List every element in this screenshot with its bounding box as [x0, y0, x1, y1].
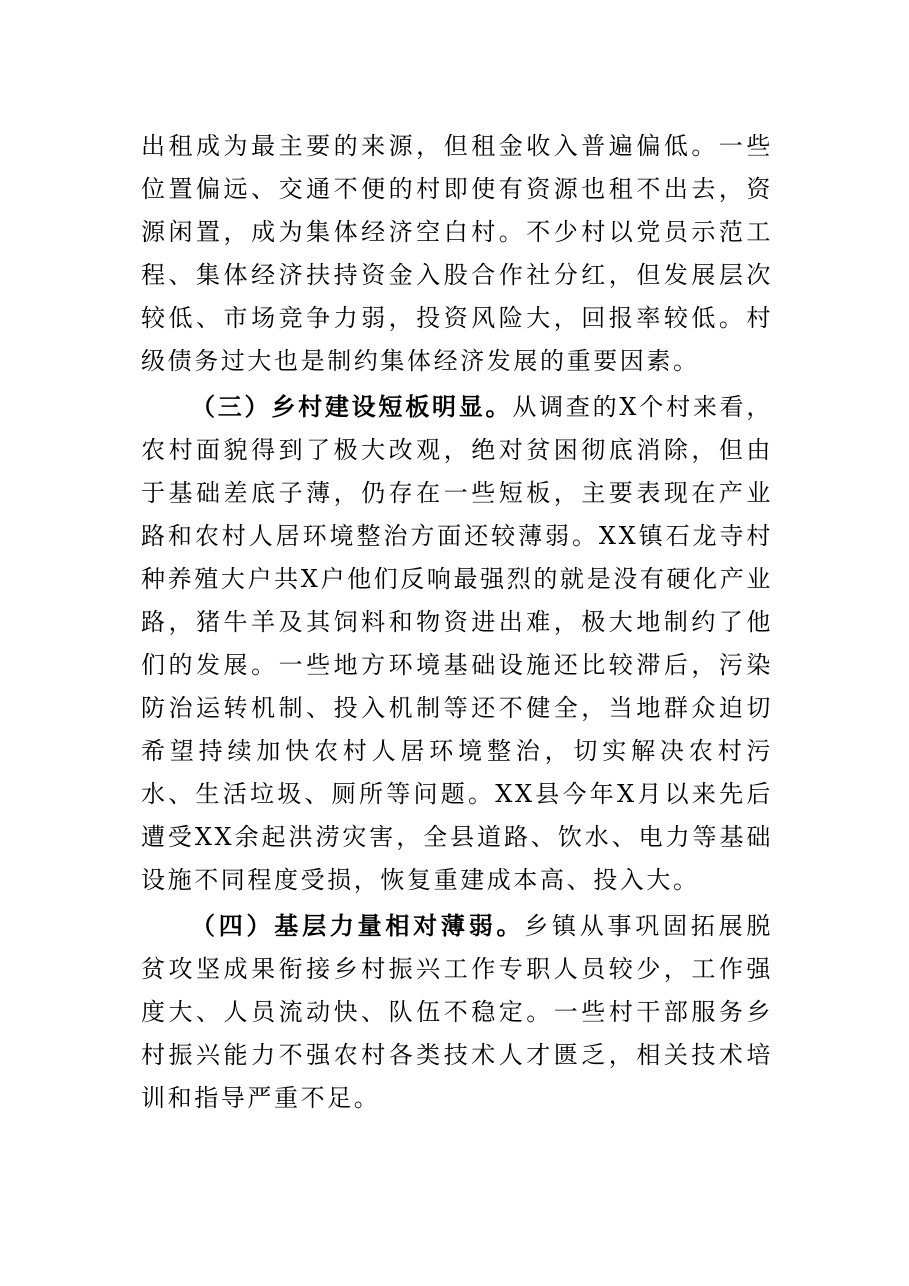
section-heading-4: （四）基层力量相对薄弱。	[191, 911, 525, 940]
section-heading-3: （三）乡村建设短板明显。	[191, 392, 513, 421]
paragraph-grassroots-strength	[141, 904, 773, 1120]
paragraph-text: 从调查的X个村来看，农村面貌得到了极大改观，绝对贫困彻底消除，但由于基础差底子薄，仍存在一些短板，主要表现在产业路和农村人居环境整治方面还较薄弱。XX镇石龙寺村种养殖大户共X户他们反响最强烈的就是没有硬化产业路，猪牛羊及其饲料和物资进出难，极大地制约了他们的发展。一些地方环境基础设施还比较滞后，污染防治运转机制、投入机制等还不健全，当地群众迫切希望持续加快农村人居环境整治，切实解决农村污水、生活垃圾、厕所等问题。XX县今年X月以来先后遭受XX余起洪涝灾害，全县道路、饮水、电力等基础设施不同程度受损，恢复重建成本高、投入大。	[141, 393, 774, 894]
paragraph-text: 出租成为最主要的来源，但租金收入普遍偏低。一些位置偏远、交通不便的村即使有资源也租不出去，资源闲置，成为集体经济空白村。不少村以党员示范工程、集体经济扶持资金入股合作社分红，但发展层次较低、市场竞争力弱，投资风险大，回报率较低。村级债务过大也是制约集体经济发展的重要因素。	[141, 132, 773, 375]
paragraph-rural-construction	[141, 385, 773, 902]
document-page	[141, 125, 773, 1120]
paragraph-text: 乡镇从事巩固拓展脱贫攻坚成果衔接乡村振兴工作专职人员较少，工作强度大、人员流动快、队伍不稳定。一些村干部服务乡村振兴能力不强农村各类技术人才匮乏，相关技术培训和指导严重不足。	[141, 912, 773, 1112]
paragraph-continuation	[141, 125, 773, 383]
